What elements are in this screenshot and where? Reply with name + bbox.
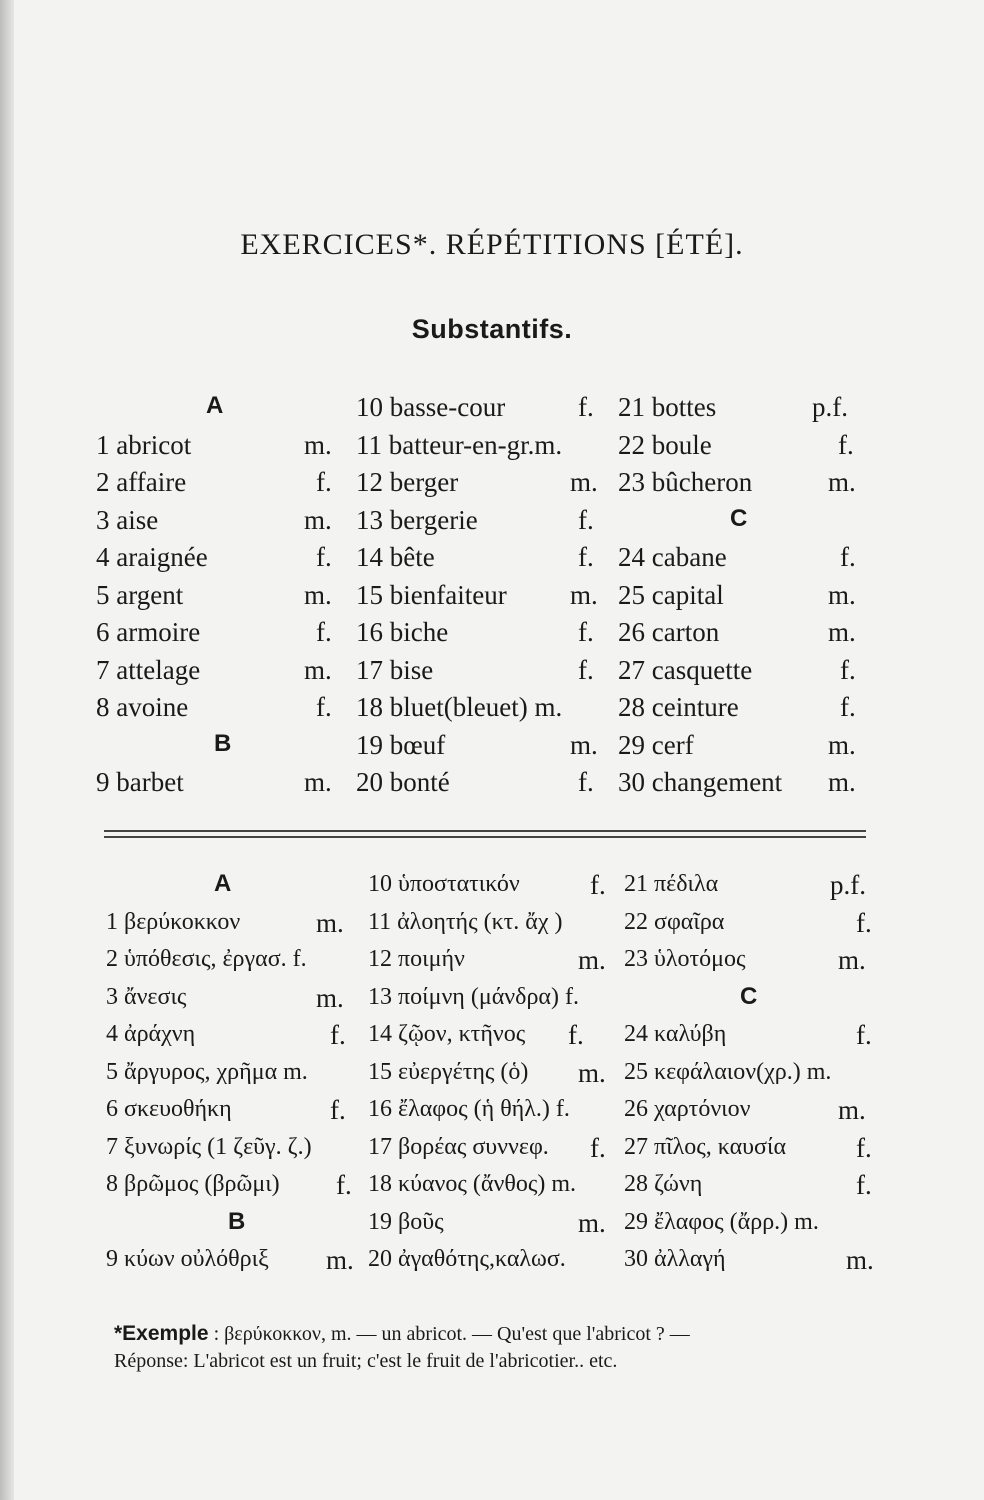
greek-row-7-cell-2: f. <box>330 1095 346 1125</box>
footnote-text-1: : βερύκοκκον, m. — un abricot. — Qu'est que l'abricot ? — <box>213 1323 690 1345</box>
french-row-8-cell-3: 17 bise <box>356 654 434 685</box>
greek-row-11-cell-4: 30 ἀλλαγή <box>624 1246 726 1272</box>
french-row-6-cell-5: 25 capital <box>618 579 724 610</box>
french-row-9-cell-5: f. <box>840 692 856 722</box>
greek-row-9-cell-2: f. <box>336 1170 352 1200</box>
french-row-11-cell-1: 9 barbet <box>96 767 184 797</box>
french-row-5-cell-6: f. <box>840 542 856 572</box>
greek-row-8-cell-1: 7 ξυνωρίς (1 ζεῦγ. ζ.) <box>106 1133 312 1160</box>
french-row-8-cell-2: m. <box>304 654 332 685</box>
french-row-5-cell-4: f. <box>578 542 594 572</box>
french-row-7-cell-6: m. <box>828 617 856 647</box>
french-row-7-cell-2: f. <box>316 617 332 647</box>
greek-row-6-cell-4: 25 κεφάλαιον(χρ.) m. <box>624 1058 832 1085</box>
french-row-6-cell-2: m. <box>304 579 332 610</box>
greek-row-2-cell-1: 1 βερύκοκκον <box>106 908 241 935</box>
divider-bottom <box>104 836 866 838</box>
greek-row-11-cell-5: m. <box>846 1245 874 1275</box>
greek-row-4-cell-4: C <box>740 982 758 1010</box>
french-row-10-cell-2: 19 bœuf <box>356 729 446 760</box>
greek-row-9-cell-5: f. <box>856 1170 872 1200</box>
greek-row-4-cell-3: 13 ποίμνη (μάνδρα) f. <box>368 983 579 1010</box>
greek-row-8-cell-2: 17 βορέας συννεφ. <box>368 1133 549 1160</box>
french-row-2-cell-2: m. <box>304 429 332 460</box>
greek-row-6-cell-3: m. <box>578 1057 606 1088</box>
greek-row-1-cell-4: 21 πέδιλα <box>624 871 719 897</box>
french-row-3-cell-2: f. <box>316 467 332 497</box>
french-row-5-cell-1: 4 araignée <box>96 542 208 572</box>
greek-row-10-cell-2: 19 βοῦς <box>368 1208 444 1235</box>
french-row-7-cell-3: 16 biche <box>356 617 449 647</box>
greek-row-3-cell-1: 2 ὑπόθεσις, ἐργασ. f. <box>106 946 307 972</box>
greek-row-1-cell-3: f. <box>590 870 606 900</box>
french-row-8-cell-1: 7 attelage <box>96 654 201 685</box>
french-row-5-cell-2: f. <box>316 542 332 572</box>
french-row-4-cell-4: f. <box>578 504 594 535</box>
french-row-6-cell-1: 5 argent <box>96 579 184 610</box>
page-title: EXERCICES*. RÉPÉTITIONS [ÉTÉ]. <box>240 228 744 261</box>
french-row-1-cell-4: 21 bottes <box>618 392 717 422</box>
french-row-9-cell-2: f. <box>316 692 332 722</box>
greek-row-1-cell-2: 10 ὑποστατικόν <box>368 871 520 897</box>
french-row-11-cell-2: m. <box>304 767 332 797</box>
greek-row-8-cell-5: f. <box>856 1132 872 1163</box>
french-row-4-cell-2: m. <box>304 504 332 535</box>
french-row-5-cell-3: 14 bête <box>356 542 435 572</box>
greek-row-5-cell-4: f. <box>568 1020 584 1050</box>
french-row-6-cell-3: 15 bienfaiteur <box>356 579 507 610</box>
greek-row-4-cell-2: m. <box>316 982 344 1013</box>
footnote-label: *Exemple <box>114 1322 209 1345</box>
greek-row-1-cell-5: p.f. <box>830 870 866 900</box>
greek-row-10-cell-3: m. <box>578 1207 606 1238</box>
french-row-6-cell-6: m. <box>828 579 856 610</box>
greek-row-7-cell-1: 6 σκευοθήκη <box>106 1096 232 1122</box>
greek-row-2-cell-3: 11 ἀλοητής (κτ. ἄχ ) <box>368 908 563 935</box>
french-row-1-cell-1: A <box>206 392 224 419</box>
french-row-1-cell-2: 10 basse-cour <box>356 392 506 422</box>
french-row-2-cell-3: 11 batteur-en-gr.m. <box>356 429 563 460</box>
greek-row-3-cell-2: 12 ποιμήν <box>368 946 465 972</box>
french-row-8-cell-5: 27 casquette <box>618 654 753 685</box>
french-row-7-cell-4: f. <box>578 617 594 647</box>
french-row-5-cell-5: 24 cabane <box>618 542 727 572</box>
french-row-9-cell-3: 18 bluet(bleuet) m. <box>356 692 563 722</box>
french-row-9-cell-1: 8 avoine <box>96 692 189 722</box>
footnote-line-2: Réponse: L'abricot est un fruit; c'est le fruit de l'abricotier.. etc. <box>114 1350 618 1372</box>
greek-row-7-cell-3: 16 ἔλαφος (ἡ θήλ.) f. <box>368 1096 570 1122</box>
greek-row-1-cell-1: A <box>214 870 232 897</box>
greek-row-8-cell-4: 27 πῖλος, καυσία <box>624 1133 787 1160</box>
divider-top <box>104 830 866 832</box>
greek-row-11-cell-3: 20 ἀγαθότης,καλωσ. <box>368 1246 566 1272</box>
french-row-2-cell-5: f. <box>838 429 854 460</box>
french-row-11-cell-5: 30 changement <box>618 767 783 797</box>
greek-row-8-cell-3: f. <box>590 1132 606 1163</box>
greek-row-7-cell-4: 26 χαρτόνιον <box>624 1096 751 1122</box>
greek-row-5-cell-1: 4 ἀράχνη <box>106 1021 196 1047</box>
french-row-2-cell-4: 22 boule <box>618 429 712 460</box>
french-row-10-cell-4: 29 cerf <box>618 729 694 760</box>
greek-row-2-cell-2: m. <box>316 907 344 938</box>
greek-row-7-cell-5: m. <box>838 1095 866 1125</box>
french-row-10-cell-5: m. <box>828 729 856 760</box>
french-row-8-cell-4: f. <box>578 654 594 685</box>
french-row-3-cell-1: 2 affaire <box>96 467 187 497</box>
greek-row-6-cell-2: 15 εὐεργέτης (ὁ) <box>368 1058 529 1085</box>
greek-row-9-cell-1: 8 βρῶμος (βρῶμι) <box>106 1171 280 1197</box>
greek-row-2-cell-4: 22 σφαῖρα <box>624 908 725 935</box>
greek-row-11-cell-1: 9 κύων οὐλόθριξ <box>106 1246 269 1272</box>
greek-row-9-cell-4: 28 ζώνη <box>624 1171 703 1197</box>
french-row-11-cell-3: 20 bonté <box>356 767 450 797</box>
greek-row-5-cell-2: f. <box>330 1020 346 1050</box>
greek-row-5-cell-5: 24 καλύβη <box>624 1021 727 1047</box>
french-row-1-cell-3: f. <box>578 392 594 422</box>
french-row-1-cell-5: p.f. <box>812 392 848 422</box>
french-row-3-cell-3: 12 berger <box>356 467 459 497</box>
french-row-4-cell-5: C <box>730 504 748 532</box>
french-row-11-cell-4: f. <box>578 767 594 797</box>
greek-row-3-cell-4: 23 ὑλοτόμος <box>624 946 746 972</box>
french-row-3-cell-4: m. <box>570 467 598 497</box>
french-row-3-cell-5: 23 bûcheron <box>618 467 753 497</box>
section-subtitle: Substantifs. <box>411 314 573 344</box>
french-row-3-cell-6: m. <box>828 467 856 497</box>
french-row-4-cell-3: 13 bergerie <box>356 504 478 535</box>
french-row-10-cell-3: m. <box>570 729 598 760</box>
french-row-10-cell-1: B <box>214 729 232 757</box>
greek-row-3-cell-3: m. <box>578 945 606 975</box>
french-row-4-cell-1: 3 aise <box>96 504 159 535</box>
french-row-2-cell-1: 1 abricot <box>96 429 192 460</box>
greek-row-5-cell-3: 14 ζῷον, κτῆνος <box>368 1021 526 1047</box>
greek-row-5-cell-6: f. <box>856 1020 872 1050</box>
french-row-11-cell-6: m. <box>828 767 856 797</box>
greek-row-9-cell-3: 18 κύανος (ἄνθος) m. <box>368 1171 576 1197</box>
greek-row-6-cell-1: 5 ἄργυρος, χρῆμα m. <box>106 1058 308 1085</box>
french-row-6-cell-4: m. <box>570 579 598 610</box>
french-row-7-cell-1: 6 armoire <box>96 617 201 647</box>
french-row-7-cell-5: 26 carton <box>618 617 720 647</box>
footnote-line-1 <box>114 1322 690 1346</box>
french-row-8-cell-6: f. <box>840 654 856 685</box>
greek-row-10-cell-1: B <box>228 1207 246 1235</box>
greek-row-4-cell-1: 3 ἄνεσις <box>106 983 187 1010</box>
greek-row-10-cell-4: 29 ἔλαφος (ἄρρ.) m. <box>624 1208 819 1235</box>
page-edge <box>0 0 14 1500</box>
greek-row-11-cell-2: m. <box>326 1245 354 1275</box>
greek-row-2-cell-5: f. <box>856 907 872 938</box>
french-row-9-cell-4: 28 ceinture <box>618 692 739 722</box>
greek-row-3-cell-5: m. <box>838 945 866 975</box>
